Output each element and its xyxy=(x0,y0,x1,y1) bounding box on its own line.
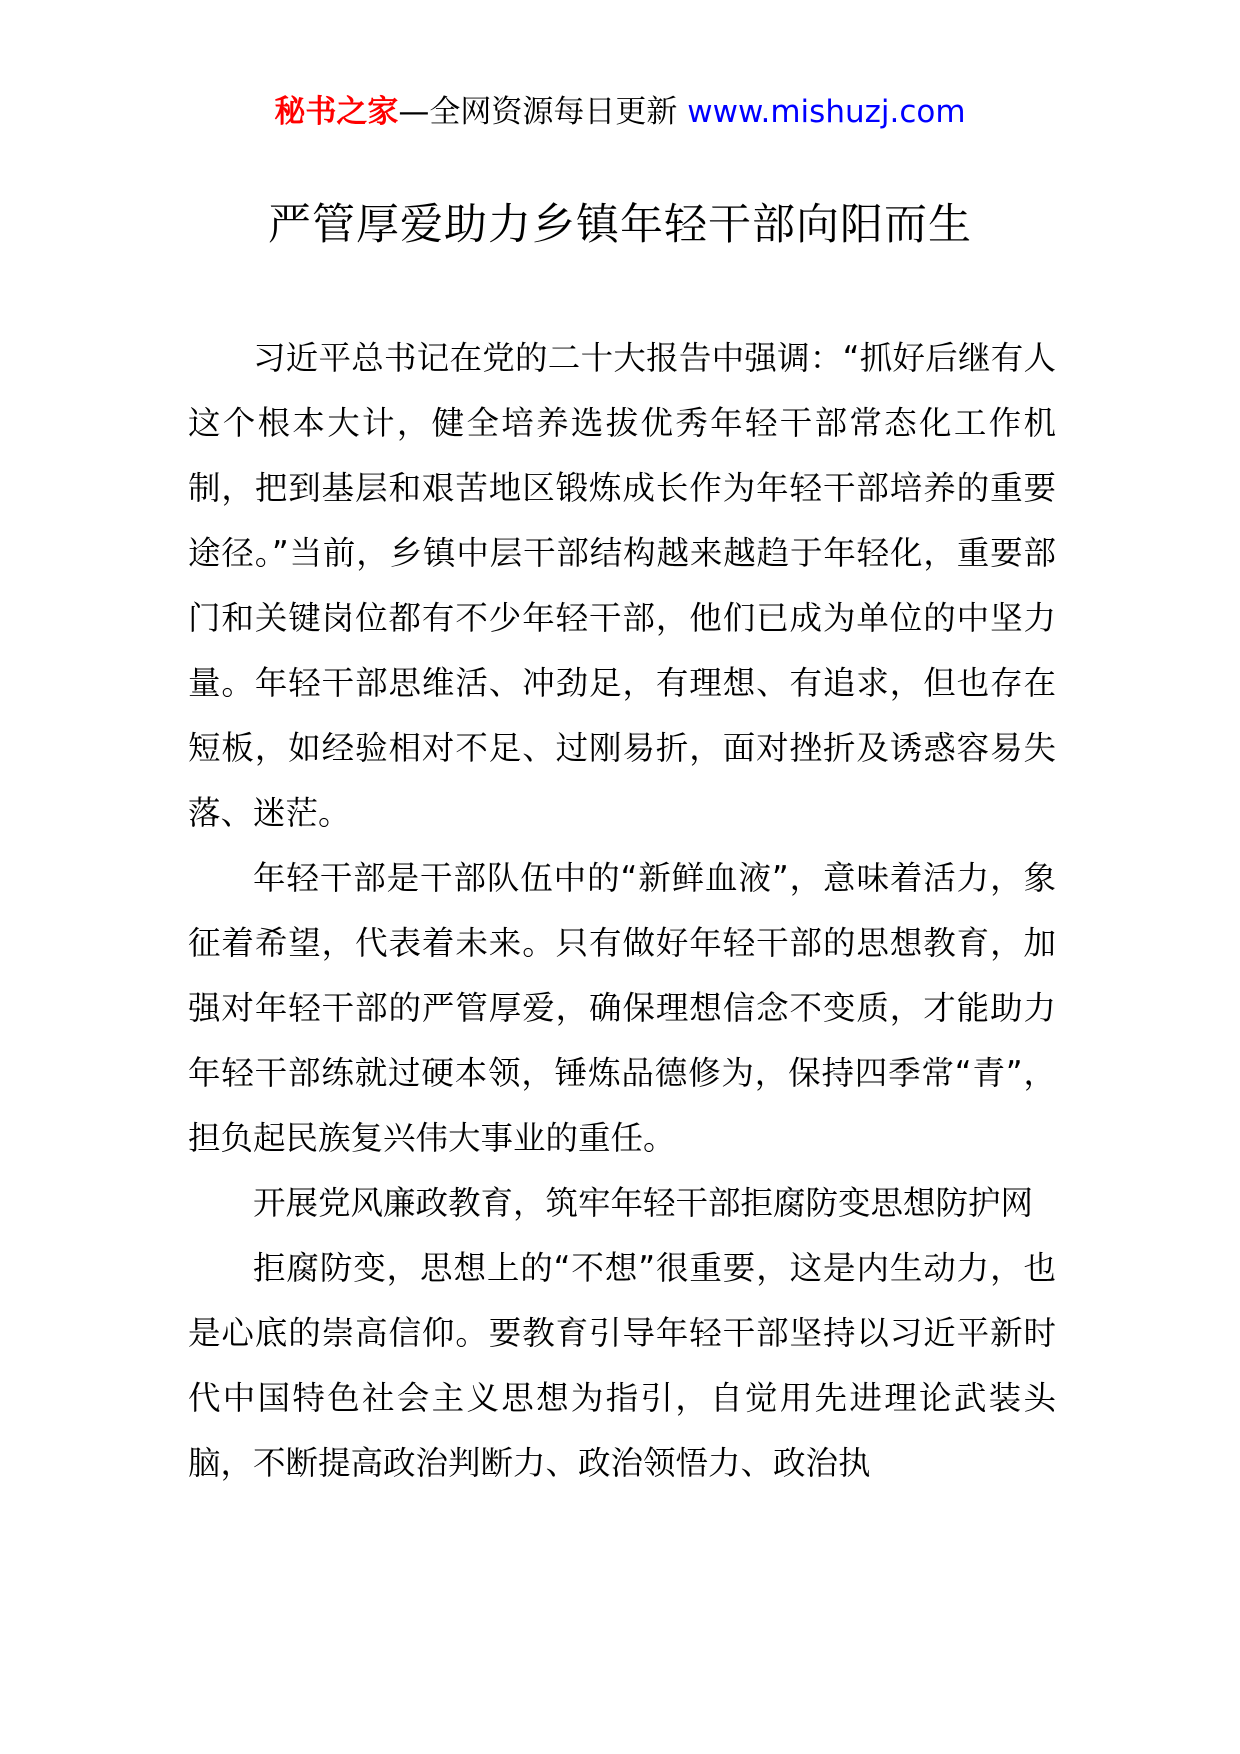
site-url-link[interactable]: www.mishuzj.com xyxy=(687,94,966,130)
section-heading: 开展党风廉政教育，筑牢年轻干部拒腐防变思想防护网 xyxy=(253,1184,1034,1222)
document-body xyxy=(188,326,1056,1496)
paragraph-3: 拒腐防变，思想上的“不想”很重要，这是内生动力，也是心底的崇高信仰。要教育引导年轻干部坚持以习近平新时代中国特色社会主义思想为指引，自觉用先进理论武装头脑，不断提高政治判断力、政治领悟力、政治执 xyxy=(188,1249,1056,1482)
document-title: 严管厚爱助力乡镇年轻干部向阳而生 xyxy=(268,200,972,250)
paragraph-2: 年轻干部是干部队伍中的“新鲜血液”，意味着活力，象征着希望，代表着未来。只有做好年轻干部的思想教育，加强对年轻干部的严管厚爱，确保理想信念不变质，才能助力年轻干部练就过硬本领，锤炼品德修为，保持四季常“青”，担负起民族复兴伟大事业的重任。 xyxy=(188,859,1056,1157)
paragraph-1: 习近平总书记在党的二十大报告中强调：“抓好后继有人这个根本大计，健全培养选拔优秀年轻干部常态化工作机制，把到基层和艰苦地区锻炼成长作为年轻干部培养的重要途径。”当前，乡镇中层干部结构越来越趋于年轻化，重要部门和关键岗位都有不少年轻干部，他们已成为单位的中坚力量。年轻干部思维活、冲劲足，有理想、有追求，但也存在短板，如经验相对不足、过刚易折，面对挫折及诱惑容易失落、迷茫。 xyxy=(188,339,1056,832)
site-brand: 秘书之家 xyxy=(274,94,399,130)
site-header xyxy=(0,92,1240,132)
site-tagline: —全网资源每日更新 xyxy=(398,94,678,130)
